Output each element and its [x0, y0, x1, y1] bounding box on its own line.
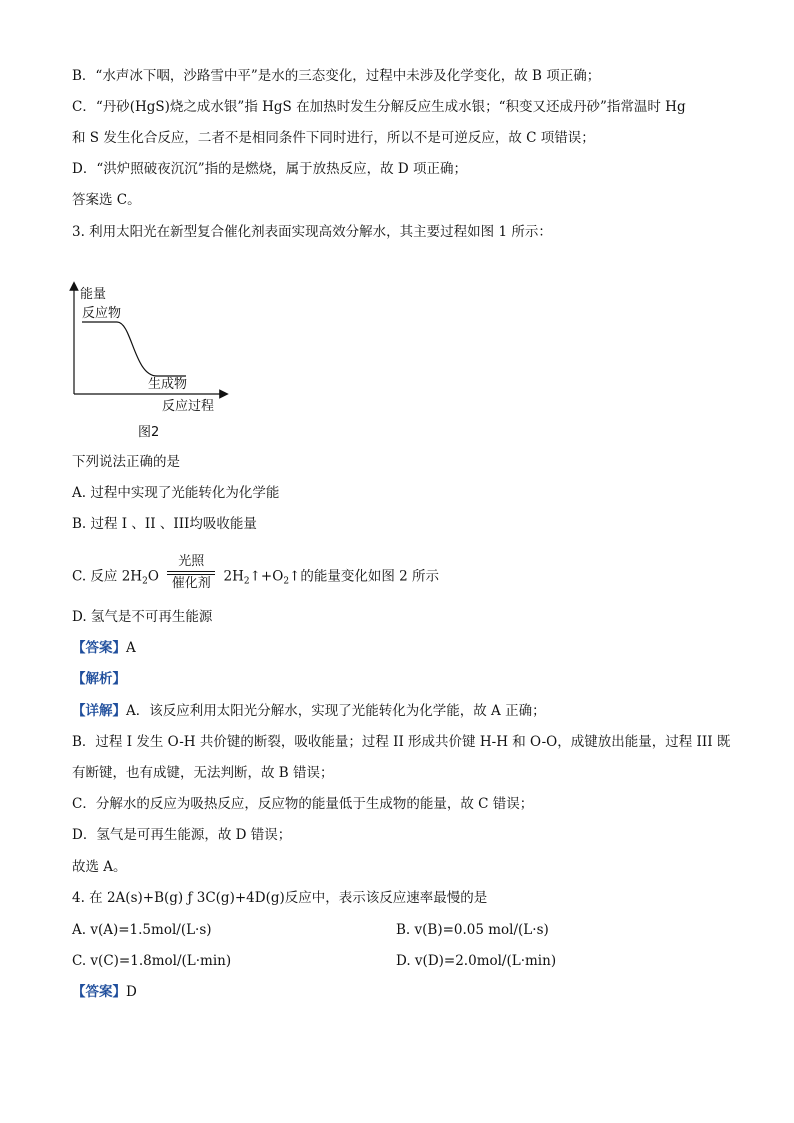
- energy-curve: [82, 322, 186, 376]
- question-3-detail-c: C．分解水的反应为吸热反应，反应物的能量低于生成物的能量，故 C 错误；: [72, 796, 534, 812]
- answer-tag-4: 【答案】: [72, 984, 126, 1000]
- detail-tag: 【详解】: [72, 703, 126, 719]
- question-3-answer: [72, 638, 136, 658]
- x-axis-label: 反应过程: [162, 399, 215, 414]
- answer-value: A: [126, 640, 136, 656]
- question-3-option-c: [72, 554, 440, 596]
- question-3-option-a: A. 过程中实现了光能转化为化学能: [72, 485, 280, 501]
- question-4-answer: [72, 982, 137, 1002]
- option-c-h2: 2H: [223, 568, 244, 585]
- option-c-o2: ↑+O: [249, 568, 284, 585]
- condition-below: 催化剂: [171, 576, 211, 591]
- analysis-tag: 【解析】: [72, 671, 126, 687]
- prev-option-d-explanation: D．“洪炉照破夜沉沉”指的是燃烧，属于放热反应，故 D 项正确；: [72, 161, 468, 177]
- prev-option-c-explanation-1: C．“丹砂(HgS)烧之成水银”指 HgS 在加热时发生分解反应生成水银；“积变又还成丹砂”指常温时 Hg: [72, 99, 686, 115]
- product-label: 生成物: [148, 377, 188, 392]
- energy-diagram: [62, 278, 232, 446]
- question-3-analysis: [72, 669, 126, 689]
- equals-bar: [167, 571, 215, 575]
- question-4-stem: 4. 在 2A(s)+B(g) ƒ 3C(g)+4D(g)反应中，表示该反应速率最慢的是: [72, 890, 488, 906]
- detail-a-text: A．该反应利用太阳光分解水，实现了光能转化为化学能，故 A 正确；: [126, 703, 546, 719]
- prev-option-c-explanation-2: 和 S 发生化合反应，二者不是相同条件下同时进行，所以不是可逆反应，故 C 项错误；: [72, 130, 595, 146]
- question-4-option-c: C. v(C)=1.8mol/(L·min): [72, 953, 232, 969]
- subscript-2: 2: [142, 576, 148, 587]
- subscript-2c: 2: [283, 576, 290, 587]
- question-4-option-d: D. v(D)=2.0mol/(L·min): [396, 953, 557, 969]
- answer-value-4: D: [126, 984, 137, 1000]
- question-3-detail-b-2: 有断键，也有成键，无法判断，故 B 错误；: [72, 765, 334, 781]
- question-3-option-d: D. 氢气是不可再生能源: [72, 609, 213, 625]
- condition-above: 光照: [178, 554, 205, 569]
- option-c-suffix: ↑的能量变化如图 2 所示: [289, 568, 440, 585]
- prev-answer: 答案选 C。: [72, 192, 141, 208]
- question-3-detail-a: [72, 701, 546, 721]
- question-4-option-b: B. v(B)=0.05 mol/(L·s): [396, 922, 549, 938]
- question-3-ask: 下列说法正确的是: [72, 454, 180, 470]
- option-c-prefix: C. 反应 2H: [72, 568, 143, 585]
- question-3-stem: 3. 利用太阳光在新型复合催化剂表面实现高效分解水，其主要过程如图 1 所示：: [72, 224, 552, 240]
- option-c-oxygen: O: [147, 568, 159, 585]
- reaction-condition: [167, 554, 215, 592]
- question-3-conclusion: 故选 A。: [72, 859, 127, 875]
- prev-option-b-explanation: B．“水声冰下咽，沙路雪中平”是水的三态变化，过程中未涉及化学变化，故 B 项正确；: [72, 68, 601, 84]
- reactant-label: 反应物: [82, 306, 122, 321]
- question-3-detail-d: D．氢气是可再生能源，故 D 错误；: [72, 827, 292, 843]
- subscript-2b: 2: [243, 576, 250, 587]
- question-3-option-b: B. 过程 I 、II 、III均吸收能量: [72, 516, 257, 532]
- question-3-detail-b-1: B．过程 I 发生 O-H 共价键的断裂，吸收能量；过程 II 形成共价键 H-H 和 O-O，成键放出能量，过程 III 既: [72, 734, 731, 750]
- y-axis-label: 能量: [80, 287, 107, 302]
- figure-caption: 图2: [138, 425, 160, 440]
- answer-tag: 【答案】: [72, 640, 126, 656]
- question-4-option-a: A. v(A)=1.5mol/(L·s): [72, 922, 212, 938]
